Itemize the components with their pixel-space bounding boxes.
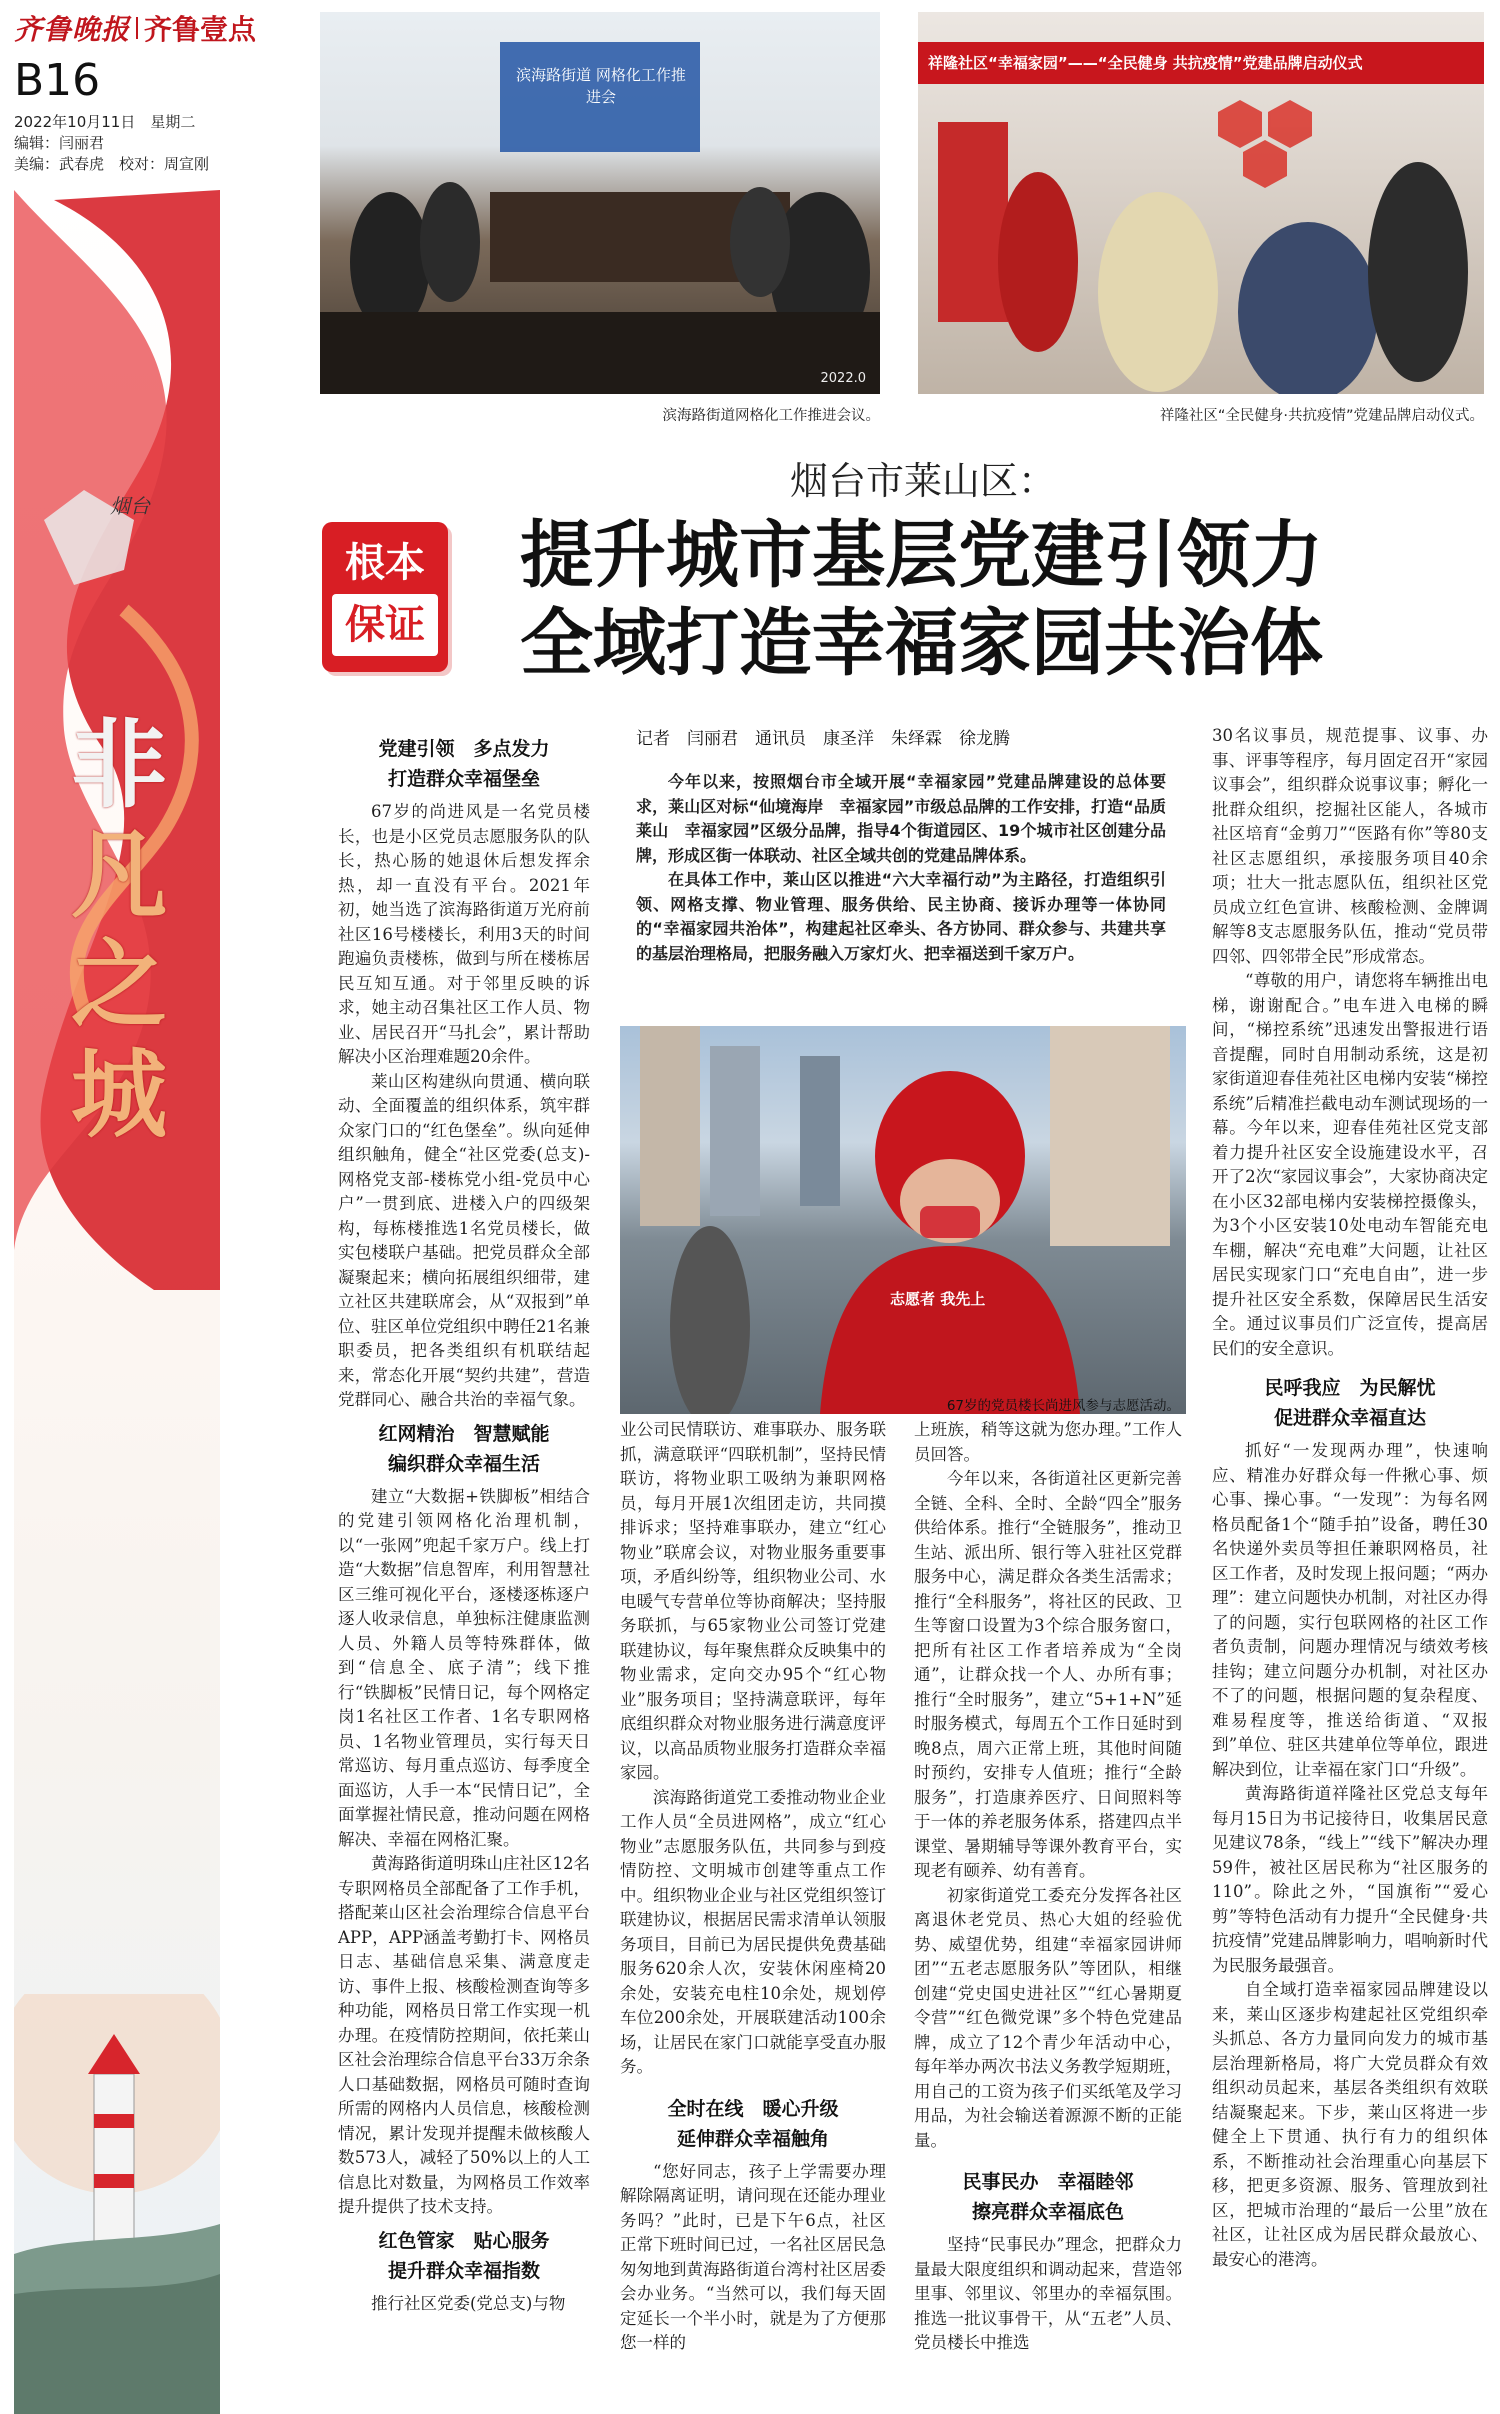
headline-line-2: 全域打造幸福家园共治体: [520, 600, 1323, 686]
headline-line-1: 提升城市基层党建引领力: [520, 512, 1323, 598]
vertical-title-char: 非: [71, 708, 167, 821]
editor-line: 编辑：闫丽君: [14, 134, 105, 152]
section-heading-line: 全时在线 暖心升级: [667, 2097, 839, 2120]
designer-line: 美编：武春虎 校对：周宣刚: [14, 155, 210, 173]
section-heading-line: 延伸群众幸福触角: [676, 2127, 829, 2150]
article-text: [338, 800, 590, 1413]
section-heading-line: 擦亮群众幸福底色: [971, 2201, 1124, 2223]
masthead: [14, 8, 314, 48]
vertical-title: [54, 710, 184, 1150]
lead-text: [636, 770, 1166, 1026]
photo-timestamp: 2022.0: [820, 371, 866, 386]
section-heading-line: 编织群众幸福生活: [387, 1452, 540, 1475]
article-text: [1212, 1439, 1488, 2272]
sidebar-illustration: [14, 190, 220, 2414]
paragraph: 业公司民情联访、难事联办、服务联抓，满意联评“四联机制”，坚持民情联访，将物业职工吸纳为兼职网格员，每月开展1次组团走访，共同摸排诉求；坚持难事联办，建立“红心物业”联席会议，对物业服务重要事项，矛盾纠纷等，组织物业公司、水电暖气专营单位等协商解决；坚持服务联抓，与65家物业公司签订党建联建协议，每年聚焦群众反映集中的物业需求，定向交办95个“红心物业”服务项目；坚持满意联评，每年底组织群众对物业服务进行满意度评议，以高品质物业服务打造群众幸福家园。: [620, 1420, 886, 1782]
article-text: [1212, 724, 1488, 1361]
column-1: [338, 728, 590, 2408]
vertical-title-char: 城: [71, 1038, 167, 1151]
paragraph: “尊敬的用户，请您将车辆推出电梯，谢谢配合。”电车进入电梯的瞬间，“梯控系统”迅速发出警报进行语音提醒，同时自用制动系统，这是初家街道迎春佳苑社区电梯内安装“梯控系统”后精准拦截电动车测试现场的一幕。今年以来，迎春佳苑社区党支部着力提升社区安全设施建设水平，召开了2次“家园议事会”，大家协商决定在小区32部电梯内安装梯控摄像头，为3个小区安装10处电动车智能充电车棚，解决“充电难”大问题，让社区居民实现家门口“充电自由”，进一步提升社区安全系数，保障居民生活安全。通过议事员们广泛宣传，提高居民们的安全意识。: [1212, 971, 1488, 1358]
section-heading: [620, 2080, 886, 2160]
paragraph: 坚持“民事民办”理念，把群众力量最大限度组织和调动起来，营造邻里事、邻里议、邻里办的幸福氛围。推选一批议事骨干，从“五老”人员、党员楼长中推选: [914, 2235, 1182, 2352]
lighthouse-illustration: [14, 1994, 220, 2414]
badge-line: 保证: [332, 594, 438, 656]
paragraph: 莱山区构建纵向贯通、横向联动、全面覆盖的组织体系，筑牢群众家门口的“红色堡垒”。纵向延伸组织触角，健全“社区党委(总支)-网格党支部-楼栋党小组-党员中心户”一贯到底、进楼入户的四级架构，每栋楼推选1名党员楼长，做实包楼联户基础。把党员群众全部凝聚起来；横向拓展组织细带，建立社区共建联席会，从“双报到”单位、驻区单位党组织中聘任21名兼职委员，把各类组织有机联结起来，常态化开展“契约共建”，营造党群同心、融合共治的幸福气象。: [338, 1071, 590, 1409]
article-text: [914, 2233, 1182, 2356]
article-text: [914, 1418, 1182, 2153]
section-heading-line: 提升群众幸福指数: [387, 2259, 540, 2282]
masthead-divider: [136, 17, 138, 39]
section-heading-line: 红色管家 贴心服务: [378, 2229, 550, 2252]
section-heading: [338, 1413, 590, 1485]
badge-line: 根本: [345, 540, 425, 586]
headline-kicker: 烟台市莱山区：: [790, 459, 1057, 503]
caption-volunteer: 67岁的党员楼长尚进风参与志愿活动。: [946, 1398, 1180, 1414]
paragraph: 初家街道党工委充分发挥各社区离退休老党员、热心大姐的经验优势、威望优势，组建“幸福家园讲师团”“五老志愿服务队”等团队，相继创建“党史国史进社区”“红心暑期夏令营”“红色微党课”多个特色党建品牌，成立了12个青少年活动中心，每年举办两次书法义务教学短期班，用自己的工资为孩子们买纸笔及学习用品，为社会输送着源源不断的正能量。: [914, 1885, 1182, 2150]
vertical-title-char: 凡: [71, 818, 167, 931]
lead-paragraph: 在具体工作中，莱山区以推进“六大幸福行动”为主路径，打造组织引领、网格支撑、物业管理、服务供给、民主协商、接诉办理等一体协同的“幸福家园共治体”，构建起社区牵头、各方协同、群众参与、共建共享的基层治理格局，把服务融入万家灯火、把幸福送到千家万户。: [636, 870, 1166, 963]
section-heading-line: 红网精治 智慧赋能: [378, 1422, 550, 1445]
paragraph: 滨海路街道党工委推动物业企业工作人员“全员进网格”，成立“红心物业”志愿服务队伍，共同参与到疫情防控、文明城市创建等重点工作中。组织物业企业与社区党组织签订联建协议，根据居民需求清单认领服务项目，目前已为居民提供免费基础服务620余人次，安装休闲座椅20余处，安装充电柱10余处，规划停车位200余处，开展联建活动100余场，让居民在家门口就能享受直办服务。: [620, 1787, 886, 2076]
column-3: [914, 1418, 1182, 2408]
city-mark: 烟台: [110, 494, 150, 518]
page-number: B16: [14, 55, 101, 106]
section-heading: [338, 2220, 590, 2292]
paragraph: “您好同志，孩子上学需要办理解除隔离证明，请问现在还能办理业务吗？”此时，已是下午6点，社区正常下班时间已过，一名社区居民急匆匆地到黄海路街道台湾村社区居委会办业务。“当然可以，我们每天固定延长一个半小时，就是为了方便那您一样的: [620, 2161, 886, 2352]
vertical-title-char: 之: [71, 928, 167, 1041]
volunteer-scene-art: [620, 1026, 1186, 1414]
section-heading: [338, 728, 590, 800]
column-2: [620, 1418, 886, 2408]
photo-volunteer: [620, 1026, 1186, 1414]
byline: 记者 闫丽君 通讯员 康圣洋 朱绎霖 徐龙腾: [636, 729, 1010, 749]
paragraph: 黄海路街道祥隆社区党总支每年每月15日为书记接待日，收集居民意见建议78条，“线上”“线下”解决办理59件，被社区居民称为“社区服务的110”。除此之外，“国旗衔”“爱心剪”等特色活动有力提升“全民健身·共抗疫情”党建品牌影响力，唱响新时代为民服务最强音。: [1212, 1784, 1488, 1975]
paragraph: 黄海路街道明珠山庄社区12名专职网格员全部配备了工作手机，搭配莱山区社会治理综合信息平台APP，APP涵盖考勤打卡、网格员日志、基础信息采集、满意度走访、事件上报、核酸检测查询等多种功能，网格员日常工作实现一机办理。在疫情防控期间，依托莱山区社会治理综合信息平台33万余条人口基础数据，网格员可随时查询所需的网格内人员信息，核酸检测情况，累计发现并提醒未做核酸人数573人，减轻了50%以上的人工信息比对数量，为网格员工作效率提升提供了技术支持。: [338, 1854, 590, 2216]
section-heading-line: 打造群众幸福堡垒: [387, 768, 540, 790]
vest-text: 志愿者 我先上: [890, 1290, 986, 1308]
paragraph: 自全域打造幸福家园品牌建设以来，莱山区逐步构建起社区党组织牵头抓总、各方力量同向发力的城市基层治理新格局，将广大党员群众有效组织动员起来，基层各类组织有效联结凝聚起来。下步，莱山区将进一步健全上下贯通、执行有力的组织体系，不断推动社会治理重心向基层下移，把更多资源、服务、管理放到社区，把城市治理的“最后一公里”放在社区，让社区成为居民群众最放心、最安心的港湾。: [1212, 1980, 1488, 2269]
article-text: [338, 2292, 590, 2317]
newspaper-name: 齐鲁晚报: [14, 13, 131, 46]
lead-paragraph: 今年以来，按照烟台市全域开展“幸福家园”党建品牌建设的总体要求，莱山区对标“仙境海岸 幸福家园”市级总品牌的工作安排，打造“品质莱山 幸福家园”区级分品牌，指导4个街道园区、19个城市社区创建分品牌，形成区街一体联动、社区全域共创的党建品牌体系。: [636, 772, 1166, 865]
badge: [322, 522, 448, 672]
article-text: [620, 2160, 886, 2356]
paragraph: 今年以来，各街道社区更新完善全链、全科、全时、全龄“四全”服务供给体系。推行“全链服务”，推动卫生站、派出所、银行等入驻社区党群服务中心，满足群众各类生活需求；推行“全科服务”，将社区的民政、卫生等窗口设置为3个综合服务窗口，把所有社区工作者培养成为“全岗通”，让群众找一个人、办所有事；推行“全时服务”，建立“5+1+N”延时服务模式，每周五个工作日延时到晚8点，周六正常上班，其他时间随时预约，安排专人值班；推行“全龄服务”，打造康养医疗、日间照料等于一体的养老服务体系，搭建四点半课堂、暑期辅导等课外教育平台，实现老有颐养、幼有善育。: [914, 1469, 1182, 1880]
section-heading-line: 促进群众幸福直达: [1273, 1407, 1426, 1429]
paragraph: 建立“大数据+铁脚板”相结合的党建引领网格化治理机制，以“一张网”兜起千家万户。线上打造“大数据”信息智库，利用智慧社区三维可视化平台，逐楼逐栋逐户逐人收录信息，单独标注健康监测人员、外籍人员等特殊群体，做到“信息全、底子清”；线下推行“铁脚板”民情日记，每个网格定岗1名社区工作者、1名专职网格员、1名物业管理员，实行每天日常巡访、每月重点巡访、每季度全面巡访，人手一本“民情日记”，全面掌握社情民意，推动问题在网格解决、幸福在网格汇聚。: [338, 1486, 590, 1849]
section-heading-line: 民事民办 幸福睦邻: [962, 2171, 1134, 2193]
brand-name: 齐鲁壹点: [144, 13, 257, 46]
paragraph: 抓好“一发现两办理”，快速响应、精准办好群众每一件揪心事、烦心事、操心事。“一发现”：为每名网格员配备1个“随手拍”设备，聘任30名快递外卖员等担任兼职网格员，社区工作者，及时发现上报问题；“两办理”：建立问题快办机制，对社区办得了的问题，实行包联网格的社区工作者负责制，问题办理情况与绩效考核挂钩；建立问题分办机制，对社区办不了的问题，根据问题的复杂程度、难易程度等，推送给街道、“双报到”单位、驻区共建单位等单位，跟进解决到位，让幸福在家门口“升级”。: [1212, 1441, 1488, 1779]
paragraph: 上班族，稍等这就为您办理。”工作人员回答。: [914, 1420, 1182, 1464]
section-heading: [1212, 1361, 1488, 1439]
paragraph: 67岁的尚进风是一名党员楼长，也是小区党员志愿服务队的队长，热心肠的她退休后想发挥余热，却一直没有平台。2021年初，她当选了滨海路街道万光府前社区16号楼楼长，利用3天的时间跑遍负责楼栋，做到与所在楼栋居民互知互通。对于邻里反映的诉求，她主动召集社区工作人员、物业、居民召开“马扎会”，累计帮助解决小区治理难题20余件。: [338, 802, 590, 1066]
paragraph: 推行社区党委(党总支)与物: [371, 2293, 566, 2313]
section-heading-line: 党建引领 多点发力: [378, 738, 550, 760]
caption-ceremony: 祥隆社区“全民健身·共抗疫情”党建品牌启动仪式。: [1159, 408, 1484, 424]
meeting-banner: 滨海路街道 网格化工作推进会: [516, 66, 686, 106]
photo-meeting: [320, 12, 880, 394]
ceremony-banner: 祥隆社区“幸福家园”——“全民健身 共抗疫情”党建品牌启动仪式: [928, 54, 1363, 72]
article-text: [620, 1418, 886, 2080]
paragraph: 30名议事员，规范提事、议事、办事、评事等程序，每月固定召开“家园议事会”，组织群众说事议事；孵化一批群众组织，挖掘社区能人，各城市社区培育“金剪刀”“医路有你”等80支社区志愿组织，承接服务项目40余项；壮大一批志愿队伍，组织社区党员成立红色宣讲、核酸检测、金牌调解等8支志愿服务队伍，推动“党员带四邻、四邻带全民”形成常态。: [1212, 726, 1488, 966]
issue-date: 2022年10月11日 星期二: [14, 113, 196, 131]
column-4: [1212, 724, 1488, 2408]
caption-meeting: 滨海路街道网格化工作推进会议。: [662, 408, 880, 424]
section-heading: [914, 2153, 1182, 2233]
article-text: [338, 1485, 590, 2220]
section-heading-line: 民呼我应 为民解忧: [1264, 1377, 1436, 1399]
page-meta: [14, 112, 324, 175]
photo-ceremony: [918, 12, 1484, 394]
